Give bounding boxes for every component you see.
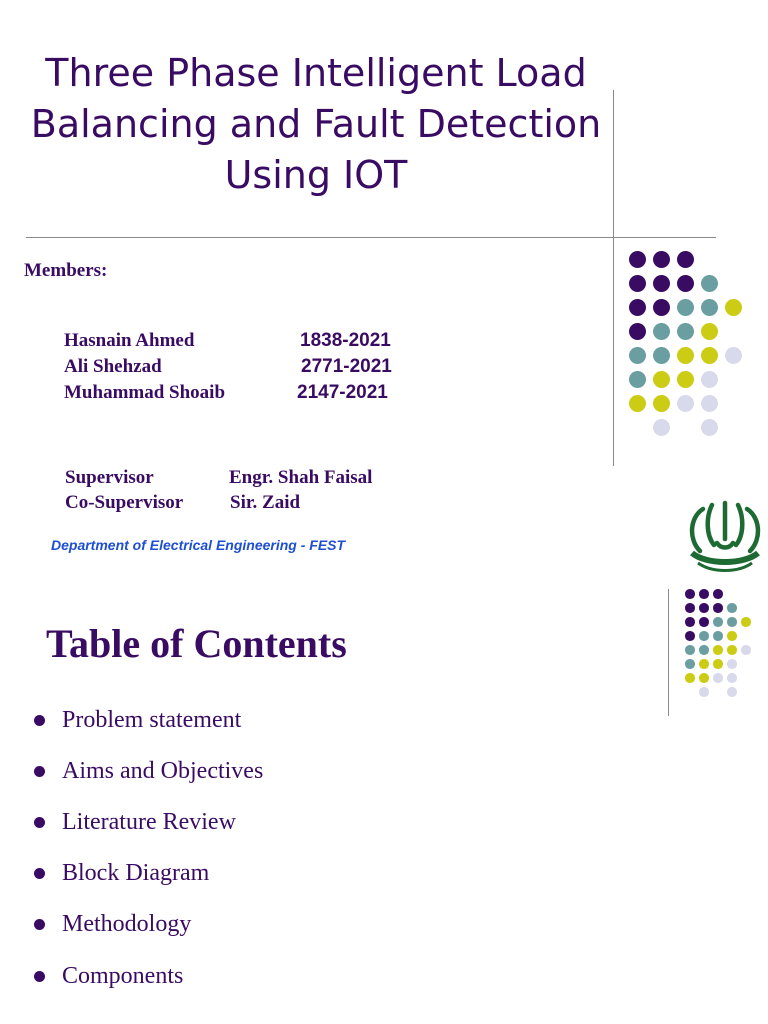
decorative-dot — [677, 299, 694, 316]
decorative-dot — [727, 687, 737, 697]
decorative-dot — [653, 323, 670, 340]
decorative-dot — [725, 299, 742, 316]
member-id: 2147-2021 — [297, 382, 388, 403]
toc-item-label: Literature Review — [62, 809, 236, 835]
decorative-dot — [699, 603, 709, 613]
decorative-dot — [699, 687, 709, 697]
member-id: 2771-2021 — [301, 356, 392, 377]
decorative-dot — [699, 659, 709, 669]
bullet-icon — [34, 919, 45, 930]
decorative-dot — [713, 589, 723, 599]
decorative-dot — [653, 275, 670, 292]
decorative-dot — [677, 371, 694, 388]
decorative-dot — [685, 603, 695, 613]
decorative-dot — [653, 419, 670, 436]
member-name: Ali Shehzad — [64, 356, 162, 377]
decorative-dot — [701, 299, 718, 316]
toc-item-label: Components — [62, 963, 184, 989]
decorative-dot — [629, 347, 646, 364]
decorative-dot — [713, 645, 723, 655]
decorative-dot — [685, 673, 695, 683]
decorative-dot — [677, 323, 694, 340]
decorative-dot — [653, 347, 670, 364]
decorative-dot — [727, 617, 737, 627]
decorative-dot — [685, 631, 695, 641]
decorative-dot — [629, 251, 646, 268]
decorative-dot — [713, 603, 723, 613]
supervisor-label: Supervisor — [65, 467, 154, 488]
members-label: Members: — [24, 260, 108, 281]
member-name: Muhammad Shoaib — [64, 382, 226, 403]
vertical-divider — [668, 589, 669, 716]
bullet-icon — [34, 766, 45, 777]
toc-item-label: Aims and Objectives — [62, 758, 264, 784]
decorative-dot — [727, 659, 737, 669]
decorative-dot — [685, 617, 695, 627]
cosupervisor-name: Sir. Zaid — [230, 492, 301, 513]
decorative-dot — [725, 347, 742, 364]
bullet-icon — [34, 817, 45, 828]
decorative-dot — [713, 659, 723, 669]
title-line-1: Three Phase Intelligent Load — [45, 51, 587, 95]
decorative-dot — [629, 371, 646, 388]
toc-item-label: Problem statement — [62, 707, 242, 733]
title-line-3: Using IOT — [224, 153, 408, 197]
decorative-dot — [699, 589, 709, 599]
decorative-dot — [727, 603, 737, 613]
decorative-dot — [713, 617, 723, 627]
supervisor-name: Engr. Shah Faisal — [229, 467, 373, 488]
decorative-dot — [741, 617, 751, 627]
decorative-dot — [701, 371, 718, 388]
title-line-2: Balancing and Fault Detection — [30, 102, 602, 146]
horizontal-divider — [26, 237, 716, 238]
decorative-dot — [629, 395, 646, 412]
decorative-dot — [677, 275, 694, 292]
bullet-icon — [34, 868, 45, 879]
decorative-dot — [713, 673, 723, 683]
decorative-dot — [653, 395, 670, 412]
department-label: Department of Electrical Engineering - FEST — [51, 537, 346, 553]
decorative-dot — [685, 589, 695, 599]
bullet-icon — [34, 715, 45, 726]
decorative-dot — [701, 347, 718, 364]
decorative-dot — [677, 347, 694, 364]
decorative-dot — [699, 645, 709, 655]
member-name: Hasnain Ahmed — [64, 330, 195, 351]
decorative-dot — [699, 673, 709, 683]
decorative-dot — [685, 645, 695, 655]
decorative-dot — [699, 617, 709, 627]
toc-item-label: Methodology — [62, 911, 192, 937]
toc-title: Table of Contents — [46, 621, 347, 666]
decorative-dot — [677, 395, 694, 412]
decorative-dot — [653, 299, 670, 316]
cosupervisor-label: Co-Supervisor — [65, 492, 184, 513]
decorative-dot — [713, 631, 723, 641]
decorative-dot — [685, 659, 695, 669]
decorative-dot — [701, 275, 718, 292]
decorative-dot — [653, 251, 670, 268]
slide-title — [20, 48, 612, 201]
decorative-dot — [629, 323, 646, 340]
decorative-dot — [699, 631, 709, 641]
decorative-dot — [677, 251, 694, 268]
decorative-dot — [727, 645, 737, 655]
bullet-icon — [34, 971, 45, 982]
decorative-dot — [741, 645, 751, 655]
toc-item-label: Block Diagram — [62, 860, 210, 886]
decorative-dot — [727, 631, 737, 641]
member-id: 1838-2021 — [300, 330, 391, 351]
decorative-dot — [727, 673, 737, 683]
decorative-dot — [701, 395, 718, 412]
vertical-divider — [613, 90, 614, 466]
university-logo-icon — [684, 499, 766, 575]
decorative-dot — [701, 419, 718, 436]
decorative-dot — [629, 275, 646, 292]
decorative-dot — [701, 323, 718, 340]
decorative-dot — [629, 299, 646, 316]
decorative-dot — [653, 371, 670, 388]
